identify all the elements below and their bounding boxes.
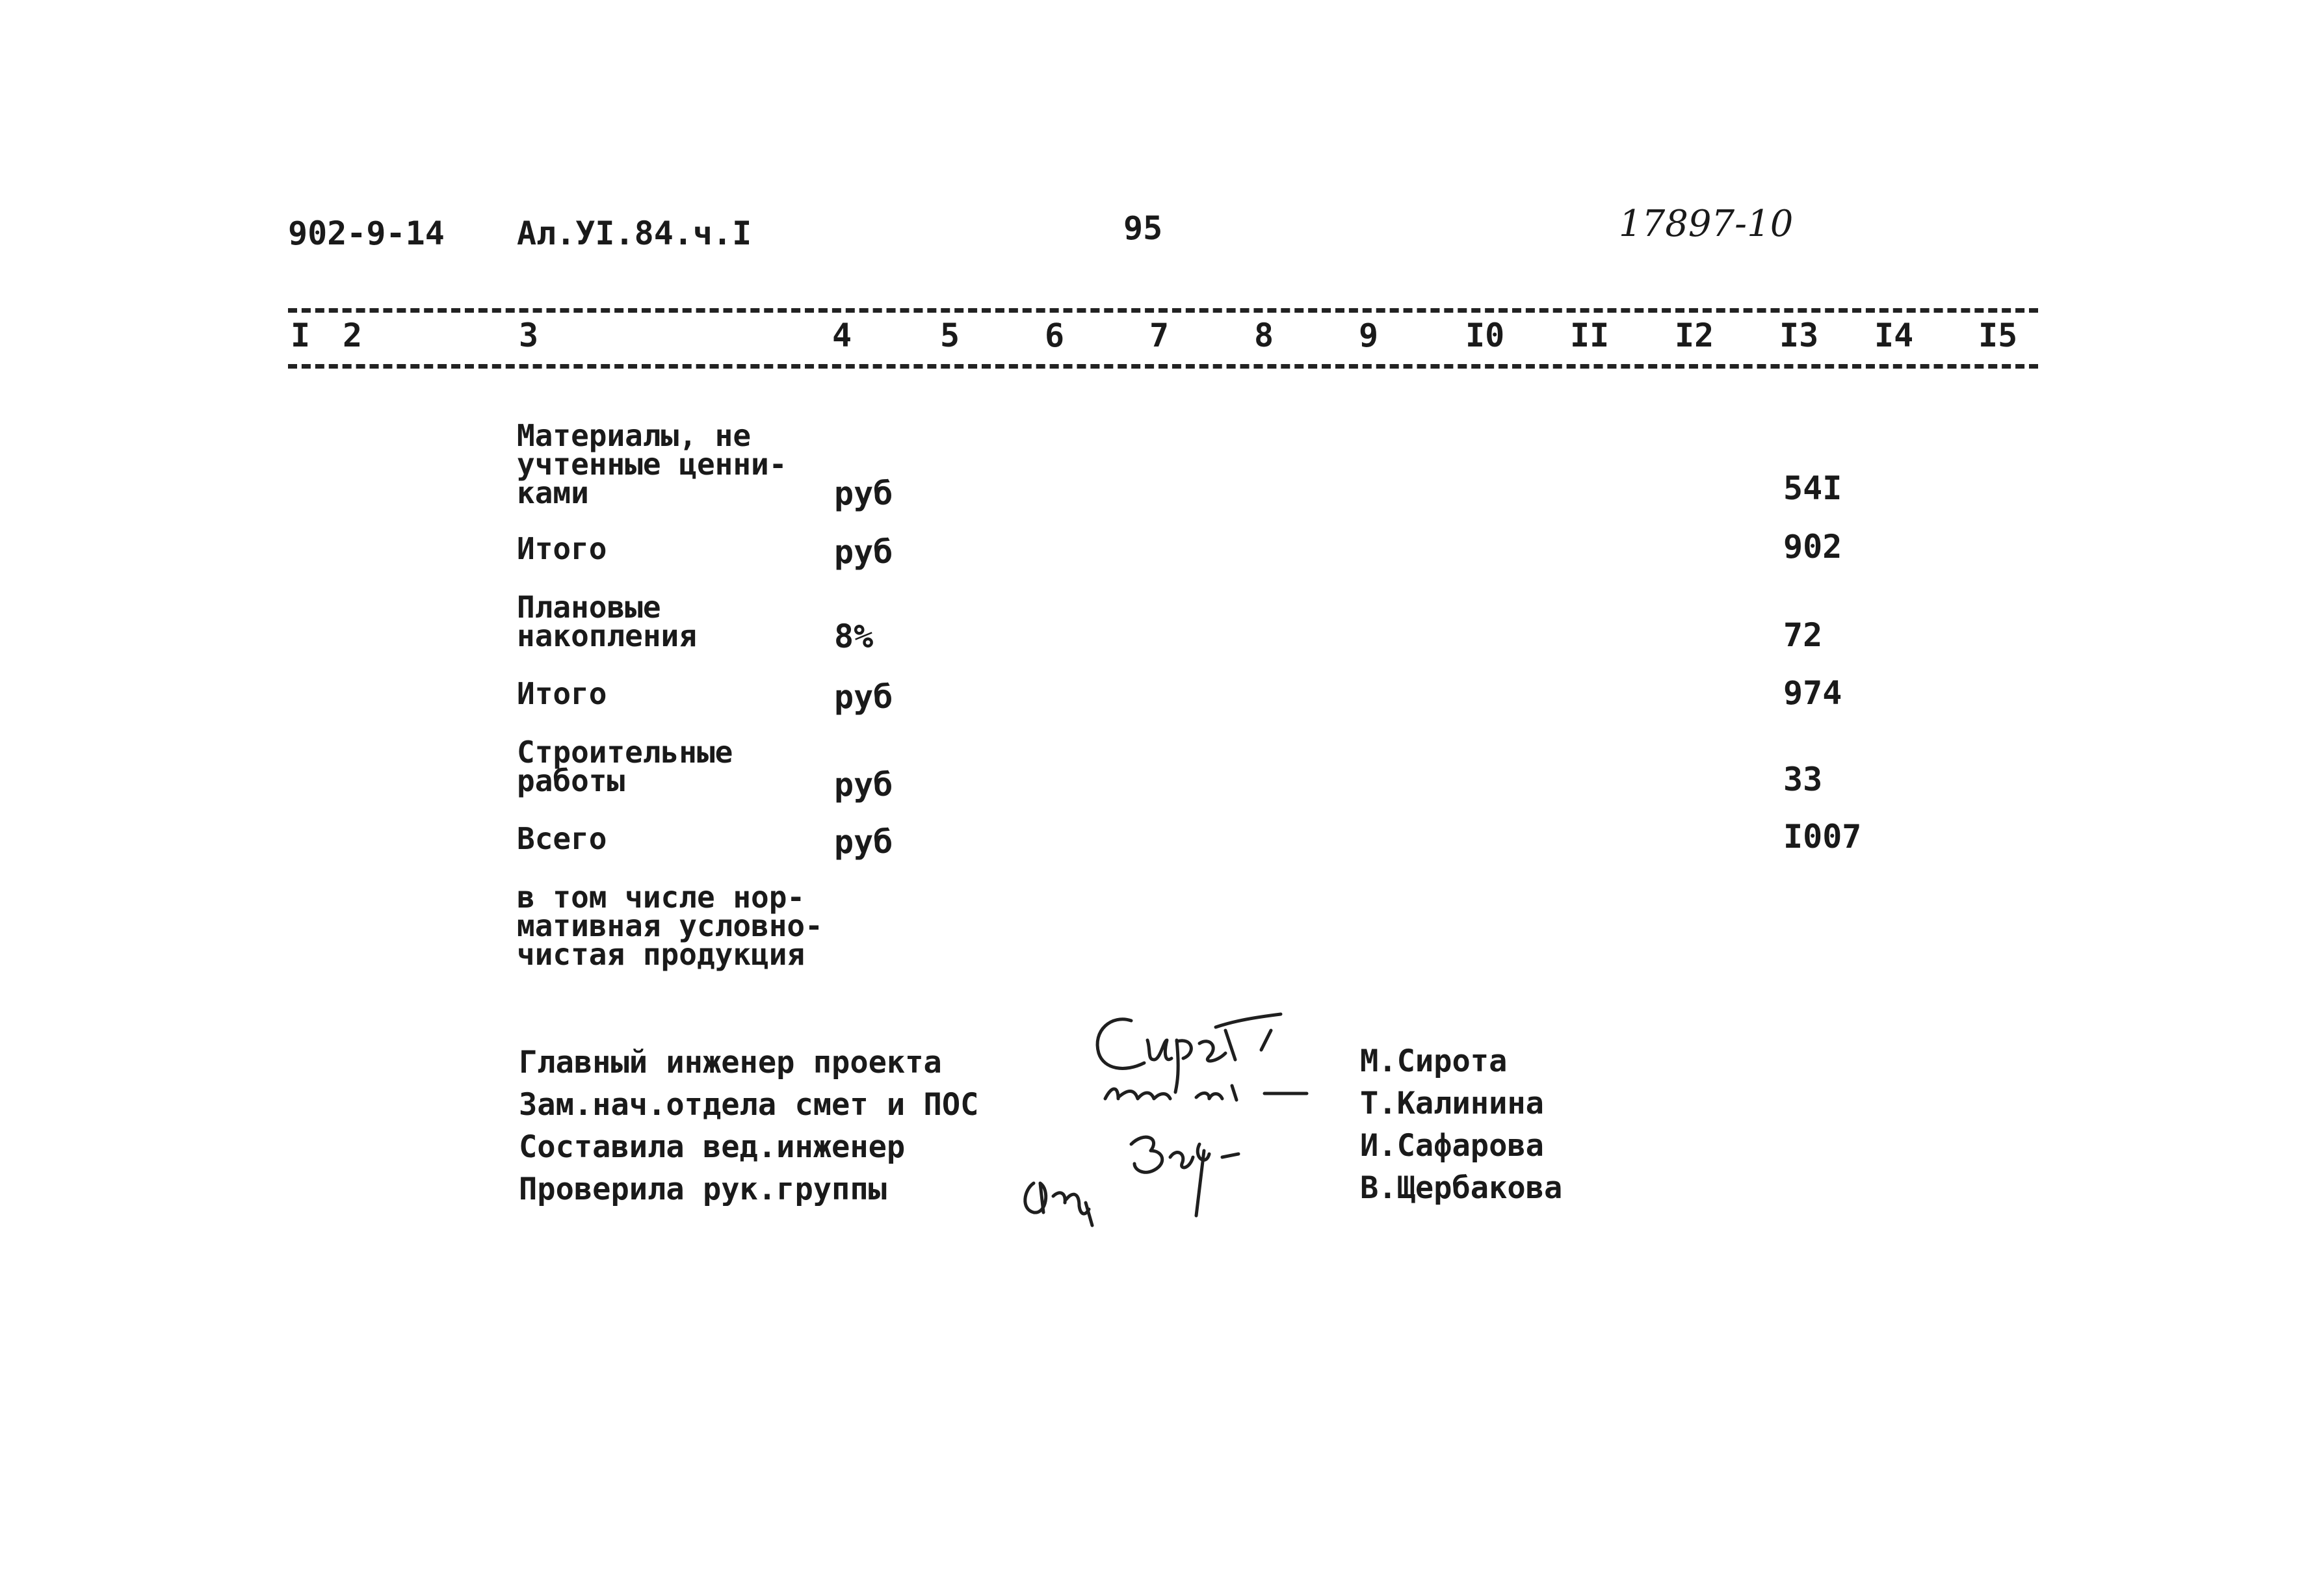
row-label: Материалы, не учтенные ценни- ками: [517, 418, 787, 510]
row-unit: руб: [834, 533, 893, 571]
row-unit: руб: [834, 766, 893, 804]
column-number: 4: [832, 317, 852, 354]
signatory-name: Т.Калинина: [1360, 1086, 1544, 1121]
column-number: I: [291, 317, 311, 354]
column-number: 7: [1149, 317, 1170, 354]
column-number: II: [1570, 317, 1610, 354]
row-label: Итого: [517, 531, 607, 566]
row-unit: руб: [834, 678, 893, 716]
signature-role: Главный инженер проекта: [519, 1045, 942, 1080]
document-number: 17897-10: [1619, 203, 1794, 245]
signature-role: Составила вед.инженер: [519, 1129, 906, 1165]
column-number: I4: [1874, 317, 1914, 354]
column-number: I5: [1978, 317, 2018, 354]
album-reference: Ал.УI.84.ч.I: [517, 215, 752, 252]
signature-role: Проверила рук.группы: [519, 1171, 887, 1207]
column-number: I2: [1675, 317, 1714, 354]
row-label: Всего: [517, 821, 607, 856]
row-value: 33: [1783, 761, 1823, 798]
row-label: Плановые накопления: [517, 590, 697, 653]
signature-role: Зам.нач.отдела смет и ПОС: [519, 1087, 979, 1123]
column-header-top-rule: [288, 308, 2038, 313]
row-label: Строительные работы: [517, 735, 733, 798]
column-number: 3: [519, 317, 539, 354]
handwritten-signature-deputy-head: [1099, 1073, 1320, 1112]
column-number: 2: [343, 317, 363, 354]
signatory-name: М.Сирота: [1360, 1043, 1508, 1079]
column-header-bottom-rule: [288, 364, 2038, 369]
row-label: Итого: [517, 676, 607, 711]
row-value: 902: [1783, 528, 1842, 566]
row-label: в том числе нор- мативная условно- чистая продукция: [517, 880, 823, 972]
column-number: 9: [1359, 317, 1379, 354]
project-code: 902-9-14: [288, 215, 445, 252]
row-unit: руб: [834, 475, 893, 512]
signatory-name: В.Щербакова: [1360, 1170, 1563, 1206]
row-unit: 8%: [834, 618, 874, 655]
handwritten-signature-compiler-checker: [1014, 1118, 1248, 1229]
column-number: 8: [1254, 317, 1274, 354]
row-value: 54I: [1783, 469, 1842, 507]
row-value: I007: [1783, 818, 1862, 856]
column-number: 6: [1045, 317, 1065, 354]
row-value: 974: [1783, 674, 1842, 712]
row-value: 72: [1783, 616, 1823, 654]
column-number: I0: [1465, 317, 1505, 354]
page-number: 95: [1123, 209, 1163, 247]
row-unit: руб: [834, 823, 893, 861]
column-number: 5: [940, 317, 960, 354]
column-number: I3: [1779, 317, 1819, 354]
signatory-name: И.Сафарова: [1360, 1128, 1544, 1164]
